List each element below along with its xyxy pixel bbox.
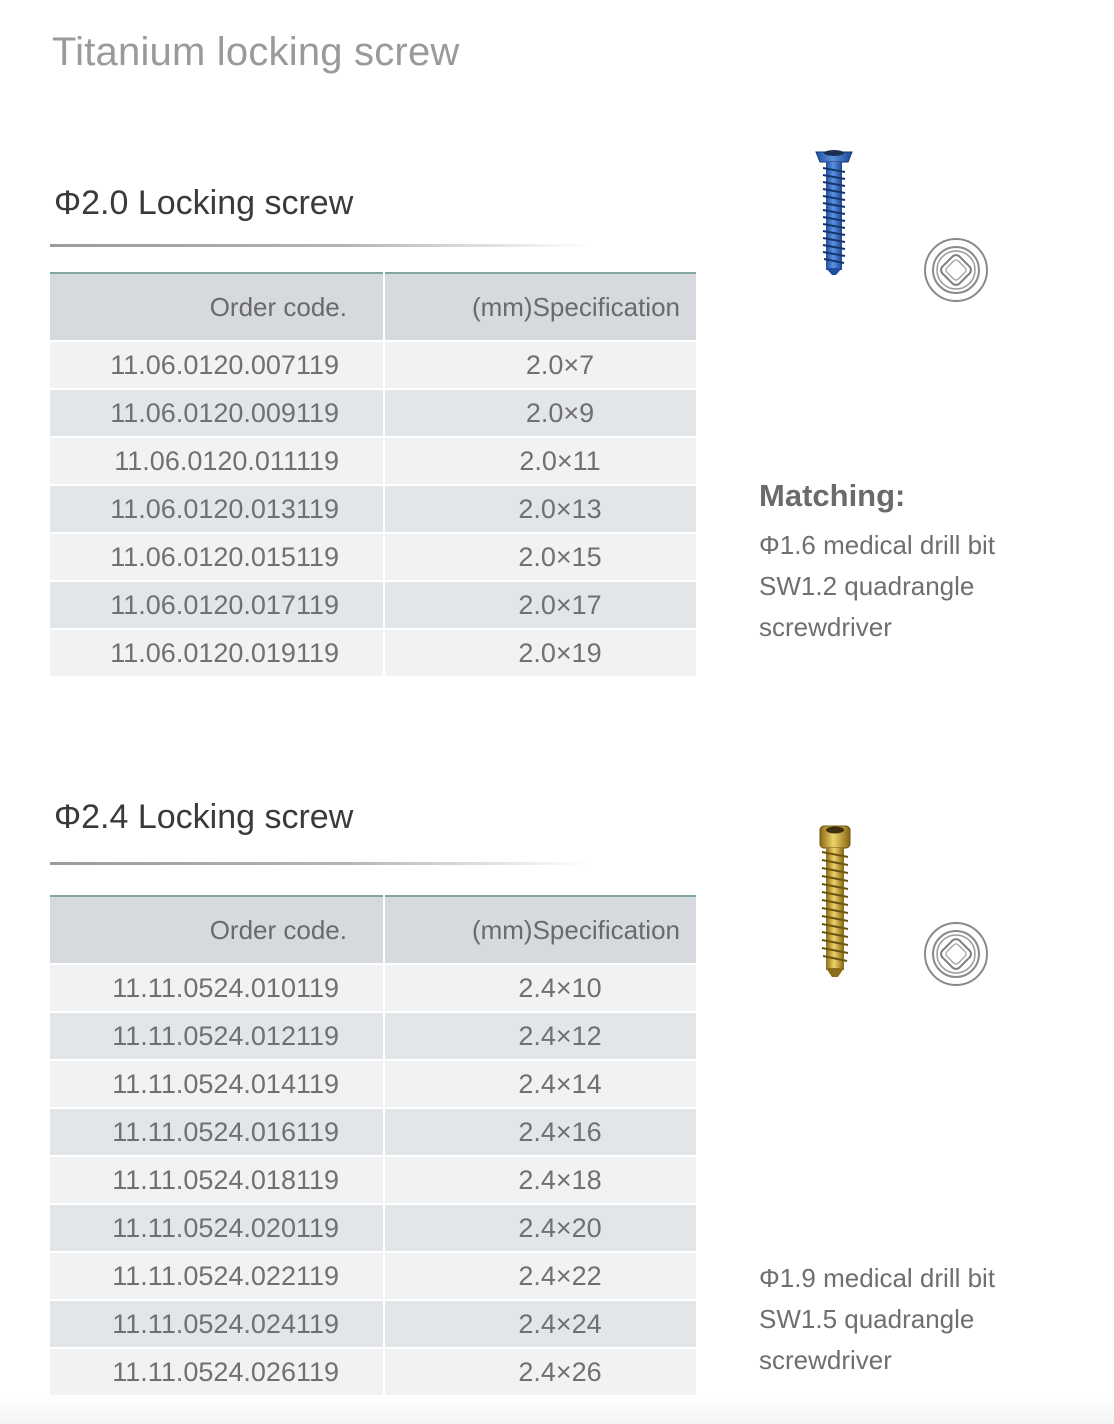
matching-label: Matching: — [759, 478, 906, 513]
order-code-cell: 11.06.0120.009119 — [50, 389, 384, 437]
table-row — [50, 533, 696, 581]
table-row — [50, 341, 696, 389]
table-row — [50, 581, 696, 629]
order-code-cell: 11.06.0120.017119 — [50, 581, 384, 629]
table-row — [50, 1204, 696, 1252]
table-header-row — [50, 896, 696, 964]
specification-cell: 2.0×19 — [384, 629, 696, 676]
matching-screwdriver: SW1.5 quadrangle — [759, 1304, 975, 1334]
table-row — [50, 1300, 696, 1348]
table-row — [50, 1252, 696, 1300]
heading-divider — [50, 244, 590, 247]
order-code-cell: 11.06.0120.013119 — [50, 485, 384, 533]
matching-drill-bit: Φ1.6 medical drill bit — [759, 530, 996, 560]
table-row — [50, 1108, 696, 1156]
column-header-specification: (mm)Specification — [384, 896, 696, 964]
order-code-cell: 11.11.0524.010119 — [50, 964, 384, 1012]
specification-cell: 2.4×10 — [384, 964, 696, 1012]
order-code-cell: 11.11.0524.014119 — [50, 1060, 384, 1108]
order-code-cell: 11.11.0524.026119 — [50, 1348, 384, 1395]
order-code-cell: 11.06.0120.011119 — [50, 437, 384, 485]
specification-cell: 2.4×12 — [384, 1012, 696, 1060]
matching-instruments — [759, 1258, 995, 1381]
quadrangle-drive-icon — [922, 920, 990, 988]
order-code-cell: 11.11.0524.012119 — [50, 1012, 384, 1060]
section-heading: Φ2.0 Locking screw — [54, 184, 354, 222]
column-header-specification: (mm)Specification — [384, 273, 696, 341]
column-header-order-code: Order code. — [50, 273, 384, 341]
specification-cell: 2.0×9 — [384, 389, 696, 437]
matching-instruments — [759, 525, 995, 648]
spec-table — [50, 272, 696, 676]
table-row — [50, 1348, 696, 1395]
matching-screwdriver-cont: screwdriver — [759, 612, 892, 642]
specification-cell: 2.4×18 — [384, 1156, 696, 1204]
specification-cell: 2.4×16 — [384, 1108, 696, 1156]
order-code-cell: 11.11.0524.020119 — [50, 1204, 384, 1252]
heading-divider — [50, 862, 590, 865]
specification-cell: 2.4×24 — [384, 1300, 696, 1348]
order-code-cell: 11.11.0524.022119 — [50, 1252, 384, 1300]
matching-screwdriver: SW1.2 quadrangle — [759, 571, 975, 601]
table-row — [50, 1060, 696, 1108]
table-row — [50, 629, 696, 676]
spec-table — [50, 895, 696, 1395]
specification-cell: 2.0×15 — [384, 533, 696, 581]
matching-drill-bit: Φ1.9 medical drill bit — [759, 1263, 996, 1293]
order-code-cell: 11.11.0524.016119 — [50, 1108, 384, 1156]
section-heading: Φ2.4 Locking screw — [54, 798, 354, 836]
gold-locking-screw-image — [808, 822, 862, 980]
matching-screwdriver-cont: screwdriver — [759, 1345, 892, 1375]
order-code-cell: 11.06.0120.007119 — [50, 341, 384, 389]
specification-cell: 2.4×20 — [384, 1204, 696, 1252]
order-code-cell: 11.06.0120.015119 — [50, 533, 384, 581]
specification-cell: 2.4×26 — [384, 1348, 696, 1395]
bottom-shade — [0, 1394, 1114, 1424]
table-row — [50, 389, 696, 437]
order-code-cell: 11.11.0524.018119 — [50, 1156, 384, 1204]
specification-cell: 2.0×7 — [384, 341, 696, 389]
specification-cell: 2.0×17 — [384, 581, 696, 629]
table-row — [50, 1156, 696, 1204]
page-title: Titanium locking screw — [52, 30, 460, 74]
quadrangle-drive-icon — [922, 236, 990, 304]
specification-cell: 2.4×22 — [384, 1252, 696, 1300]
specification-cell: 2.0×13 — [384, 485, 696, 533]
order-code-cell: 11.11.0524.024119 — [50, 1300, 384, 1348]
column-header-order-code: Order code. — [50, 896, 384, 964]
table-row — [50, 964, 696, 1012]
table-row — [50, 1012, 696, 1060]
table-header-row — [50, 273, 696, 341]
specification-cell: 2.0×11 — [384, 437, 696, 485]
blue-locking-screw-image — [808, 148, 860, 278]
table-row — [50, 437, 696, 485]
table-row — [50, 485, 696, 533]
order-code-cell: 11.06.0120.019119 — [50, 629, 384, 676]
specification-cell: 2.4×14 — [384, 1060, 696, 1108]
